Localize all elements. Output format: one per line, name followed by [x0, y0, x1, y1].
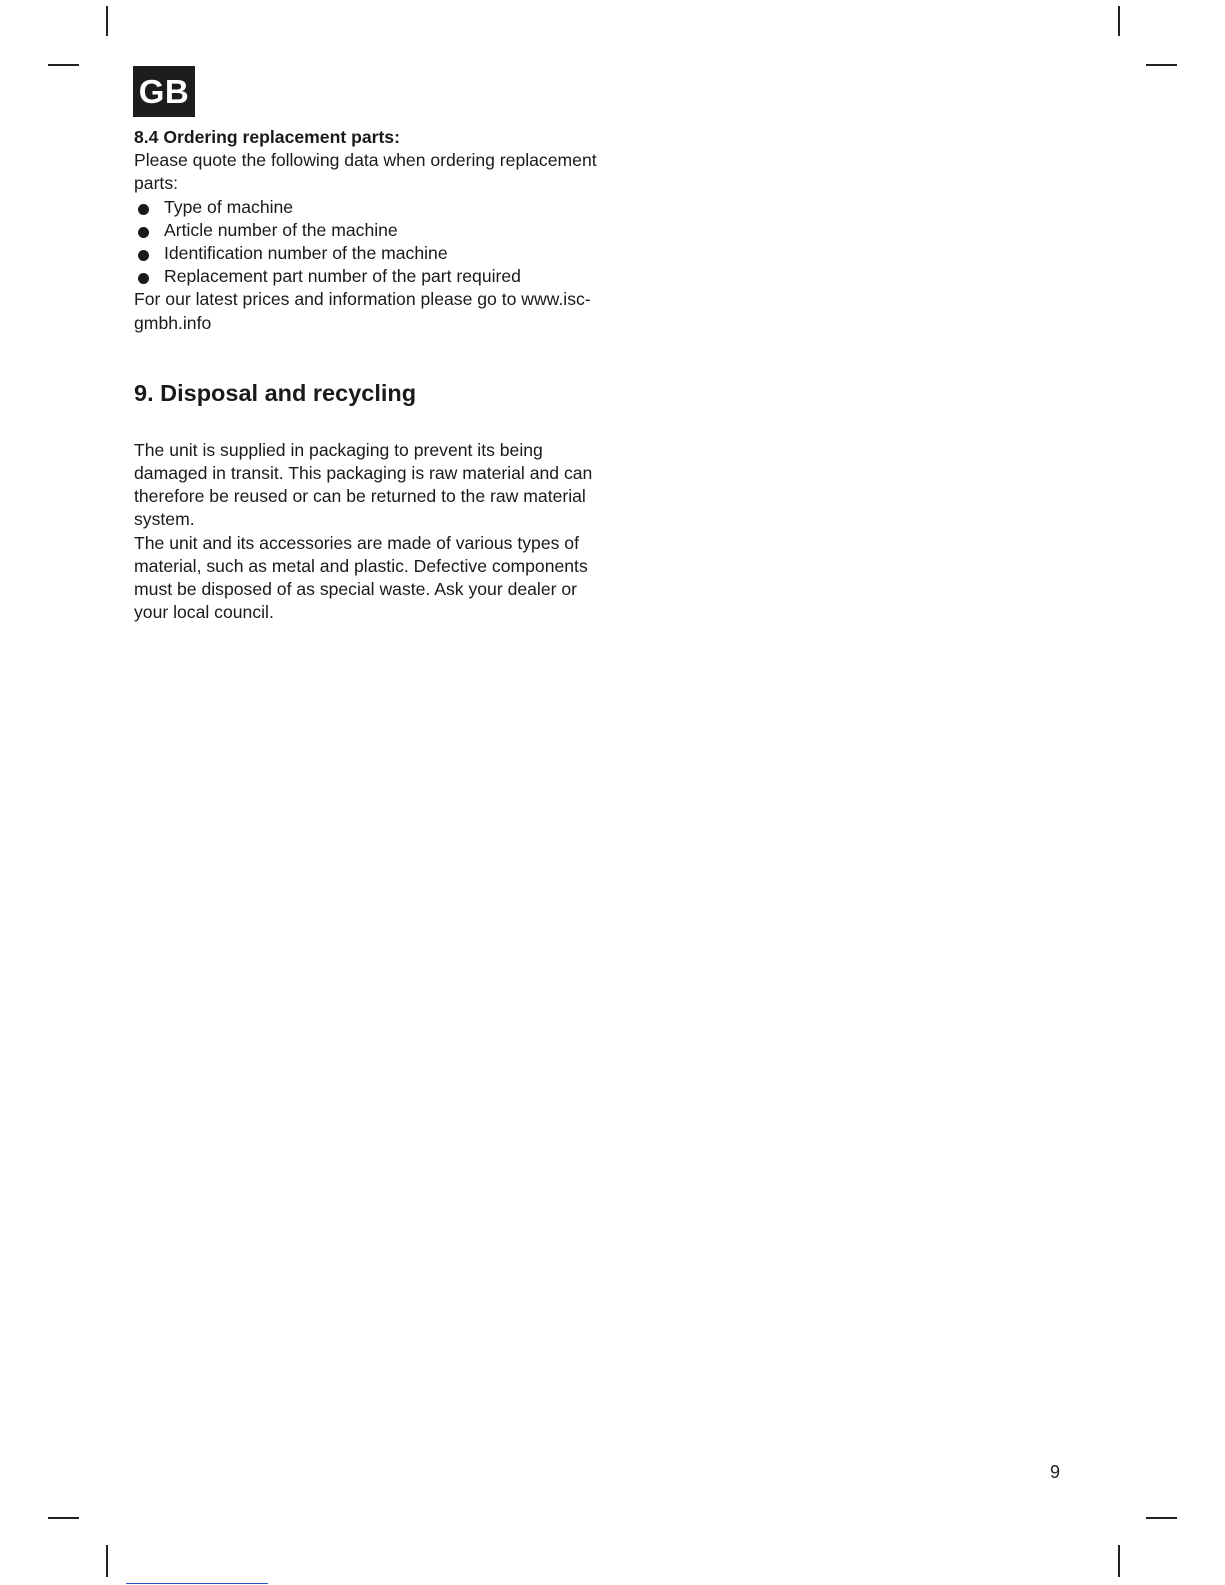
crop-mark: [106, 6, 108, 36]
bullet-icon: [138, 250, 149, 261]
list-item: Replacement part number of the part required: [134, 265, 604, 288]
disposal-paragraph-2: The unit and its accessories are made of various types of material, such as metal and plastic. Defective components must be disposed of as special waste. Ask your dealer or your local council.: [134, 532, 588, 623]
bullet-icon: [138, 227, 149, 238]
crop-mark: [1146, 1517, 1177, 1519]
crop-mark: [48, 64, 79, 66]
language-badge: GB: [133, 66, 195, 117]
outro-paragraph: For our latest prices and information please go to www.isc-gmbh.info: [134, 289, 591, 333]
page-number: 9: [1050, 1462, 1061, 1482]
bullet-icon: [138, 273, 149, 284]
crop-mark: [1146, 64, 1177, 66]
list-item: Article number of the machine: [134, 219, 604, 242]
parts-data-list: [134, 196, 604, 289]
disposal-paragraph-1: The unit is supplied in packaging to prevent its being damaged in transit. This packaging is raw material and can therefore be reused or can be returned to the raw material system.: [134, 439, 593, 530]
list-item: Type of machine: [134, 196, 604, 219]
list-item: Identification number of the machine: [134, 242, 604, 265]
section-title: 9. Disposal and recycling: [134, 379, 417, 406]
intro-paragraph: Please quote the following data when ordering replacement parts:: [134, 150, 597, 194]
crop-mark: [1118, 6, 1120, 36]
section-heading: 8.4 Ordering replacement parts:: [134, 127, 400, 147]
bullet-icon: [138, 204, 149, 215]
crop-mark: [48, 1517, 79, 1519]
crop-mark: [1118, 1545, 1120, 1577]
crop-mark: [106, 1545, 108, 1577]
page-content: [134, 126, 604, 624]
divider: [126, 1583, 268, 1584]
